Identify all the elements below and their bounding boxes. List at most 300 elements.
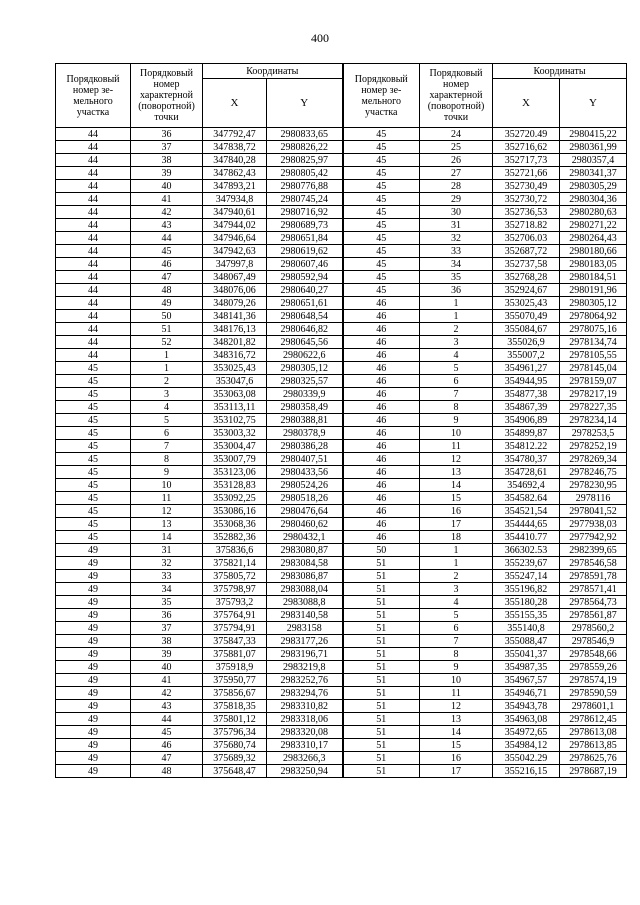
cell-point-number: 42 [131,206,203,219]
cell-point-number: 7 [131,440,203,453]
cell-point-number: 3 [131,388,203,401]
cell-x-right: 352720.49 [493,128,560,141]
cell-plot-number-right: 51 [343,700,420,713]
cell-x: 353025,43 [203,362,267,375]
cell-plot-number: 45 [56,401,131,414]
table-row [56,713,627,726]
cell-y: 2983318,06 [267,713,343,726]
cell-plot-number-right: 45 [343,271,420,284]
cell-x: 375856,67 [203,687,267,700]
cell-plot-number-right: 45 [343,180,420,193]
cell-x: 347997,8 [203,258,267,271]
cell-y: 2983219,8 [267,661,343,674]
cell-y: 2983080,87 [267,544,343,557]
cell-x: 375847,33 [203,635,267,648]
cell-x: 347944,02 [203,219,267,232]
cell-plot-number-right: 51 [343,635,420,648]
cell-x: 375680,74 [203,739,267,752]
table-row [56,518,627,531]
cell-plot-number: 44 [56,297,131,310]
cell-y: 2983140,58 [267,609,343,622]
cell-point-number-right: 4 [420,596,493,609]
cell-point-number: 41 [131,193,203,206]
cell-point-number-right: 13 [420,466,493,479]
cell-point-number-right: 10 [420,674,493,687]
cell-y-right: 2978134,74 [560,336,627,349]
table-row [56,362,627,375]
cell-point-number: 40 [131,661,203,674]
cell-plot-number-right: 51 [343,765,420,778]
cell-plot-number-right: 51 [343,674,420,687]
cell-plot-number: 49 [56,726,131,739]
cell-y-right: 2980304,36 [560,193,627,206]
cell-x-right: 354692,4 [493,479,560,492]
cell-x-right: 354967,57 [493,674,560,687]
cell-y: 2983252,76 [267,674,343,687]
cell-plot-number: 44 [56,193,131,206]
cell-x-right: 354961,27 [493,362,560,375]
table-row [56,674,627,687]
cell-x-right: 354877,38 [493,388,560,401]
cell-y: 2983310,17 [267,739,343,752]
cell-y: 2983250,94 [267,765,343,778]
table-body [56,128,627,778]
cell-point-number: 44 [131,232,203,245]
cell-plot-number-right: 46 [343,375,420,388]
cell-plot-number-right: 45 [343,219,420,232]
cell-plot-number: 44 [56,141,131,154]
cell-y: 2980776,88 [267,180,343,193]
cell-y-right: 2980305,12 [560,297,627,310]
cell-y: 2980805,42 [267,167,343,180]
cell-point-number: 6 [131,427,203,440]
cell-plot-number-right: 46 [343,414,420,427]
cell-x: 348201,82 [203,336,267,349]
cell-point-number-right: 7 [420,635,493,648]
cell-y: 2983177,26 [267,635,343,648]
cell-plot-number: 49 [56,622,131,635]
cell-x-right: 354812.22 [493,440,560,453]
table-row [56,531,627,544]
table-row [56,271,627,284]
cell-point-number-right: 16 [420,752,493,765]
cell-x: 348176,13 [203,323,267,336]
cell-y: 2980305,12 [267,362,343,375]
cell-y: 2983086,87 [267,570,343,583]
cell-point-number: 51 [131,323,203,336]
cell-y: 2980745,24 [267,193,343,206]
cell-x: 375648,47 [203,765,267,778]
table-row [56,388,627,401]
cell-y-right: 2978217,19 [560,388,627,401]
cell-y: 2980460,62 [267,518,343,531]
table-row [56,258,627,271]
cell-x: 375836,6 [203,544,267,557]
cell-point-number: 11 [131,492,203,505]
cell-x: 353086,16 [203,505,267,518]
cell-x-right: 352768,28 [493,271,560,284]
cell-x: 353003,32 [203,427,267,440]
cell-y-right: 2978230,95 [560,479,627,492]
cell-point-number-right: 27 [420,167,493,180]
cell-y: 2983158 [267,622,343,635]
cell-plot-number: 49 [56,596,131,609]
cell-y-right: 2978590,59 [560,687,627,700]
cell-plot-number: 44 [56,258,131,271]
cell-x: 375764,91 [203,609,267,622]
cell-y: 2980619,62 [267,245,343,258]
cell-y: 2980358,49 [267,401,343,414]
cell-y: 2980388,81 [267,414,343,427]
cell-x: 375950,77 [203,674,267,687]
cell-x: 347862,43 [203,167,267,180]
cell-y-right: 2978159,07 [560,375,627,388]
cell-x-right: 352730,72 [493,193,560,206]
cell-point-number-right: 2 [420,570,493,583]
cell-plot-number-right: 46 [343,453,420,466]
table-row [56,583,627,596]
cell-point-number-right: 9 [420,414,493,427]
cell-x-right: 354944,95 [493,375,560,388]
cell-point-number-right: 36 [420,284,493,297]
cell-y-right: 2980357,4 [560,154,627,167]
cell-x: 347893,21 [203,180,267,193]
table-row [56,466,627,479]
cell-point-number: 44 [131,713,203,726]
cell-y-right: 2978564,73 [560,596,627,609]
cell-y: 2983310,82 [267,700,343,713]
cell-point-number-right: 32 [420,232,493,245]
cell-point-number: 4 [131,401,203,414]
cell-plot-number: 45 [56,440,131,453]
cell-point-number-right: 7 [420,388,493,401]
cell-plot-number-right: 46 [343,349,420,362]
cell-x: 347792,47 [203,128,267,141]
cell-x: 347942,63 [203,245,267,258]
cell-x: 353004,47 [203,440,267,453]
cell-plot-number: 45 [56,479,131,492]
cell-y: 2983266,3 [267,752,343,765]
cell-x-right: 354987,35 [493,661,560,674]
cell-plot-number-right: 45 [343,206,420,219]
table-header [56,64,627,128]
cell-x: 353068,36 [203,518,267,531]
cell-x-right: 354780,37 [493,453,560,466]
table-row [56,154,627,167]
cell-plot-number: 45 [56,518,131,531]
cell-x: 348079,26 [203,297,267,310]
cell-x: 353092,25 [203,492,267,505]
cell-plot-number-right: 46 [343,362,420,375]
cell-point-number: 37 [131,622,203,635]
cell-x: 352882,36 [203,531,267,544]
cell-plot-number-right: 46 [343,466,420,479]
cell-x-right: 355216,15 [493,765,560,778]
cell-point-number: 49 [131,297,203,310]
cell-x: 353063,08 [203,388,267,401]
cell-y-right: 2978252,19 [560,440,627,453]
cell-point-number: 46 [131,258,203,271]
cell-point-number-right: 15 [420,739,493,752]
cell-point-number-right: 31 [420,219,493,232]
cell-x-right: 352736,53 [493,206,560,219]
cell-plot-number-right: 45 [343,128,420,141]
cell-x: 348141,36 [203,310,267,323]
table-row [56,440,627,453]
cell-y: 2980645,56 [267,336,343,349]
cell-x-right: 355026,9 [493,336,560,349]
cell-y: 2983088,04 [267,583,343,596]
cell-x-right: 352717,73 [493,154,560,167]
cell-x-right: 366302.53 [493,544,560,557]
cell-y: 2980407,51 [267,453,343,466]
cell-y: 2980825,97 [267,154,343,167]
cell-point-number-right: 6 [420,375,493,388]
cell-y: 2980607,46 [267,258,343,271]
cell-x: 353123,06 [203,466,267,479]
cell-x-right: 355070,49 [493,310,560,323]
cell-point-number: 34 [131,583,203,596]
cell-x-right: 353025,43 [493,297,560,310]
cell-y-right: 2978560,2 [560,622,627,635]
table-row [56,180,627,193]
table-row [56,141,627,154]
cell-x-right: 354444,65 [493,518,560,531]
cell-plot-number-right: 45 [343,284,420,297]
cell-plot-number: 49 [56,661,131,674]
cell-y: 2980651,84 [267,232,343,245]
cell-point-number: 45 [131,726,203,739]
cell-point-number-right: 12 [420,453,493,466]
cell-y-right: 2980341,37 [560,167,627,180]
table-row [56,570,627,583]
table-row [56,297,627,310]
cell-x-right: 355155,35 [493,609,560,622]
cell-plot-number: 49 [56,635,131,648]
cell-point-number-right: 18 [420,531,493,544]
cell-plot-number-right: 51 [343,622,420,635]
cell-y: 2983084,58 [267,557,343,570]
cell-plot-number-right: 51 [343,661,420,674]
table-row [56,284,627,297]
cell-y-right: 2978559,26 [560,661,627,674]
cell-plot-number-right: 51 [343,687,420,700]
cell-y: 2980651,61 [267,297,343,310]
cell-y-right: 2978591,78 [560,570,627,583]
cell-point-number: 35 [131,596,203,609]
cell-plot-number: 49 [56,739,131,752]
cell-point-number-right: 11 [420,440,493,453]
cell-point-number-right: 17 [420,765,493,778]
cell-plot-number: 44 [56,349,131,362]
header-point-number-right: Порядковый номер характерной (поворотной) точки [420,64,493,128]
cell-point-number: 8 [131,453,203,466]
cell-y-right: 2978041,52 [560,505,627,518]
cell-plot-number: 45 [56,427,131,440]
cell-plot-number-right: 45 [343,167,420,180]
cell-point-number: 45 [131,245,203,258]
cell-point-number-right: 6 [420,622,493,635]
header-plot-number-right: Порядковый номер зе-мельного участка [343,64,420,128]
cell-y-right: 2980415,22 [560,128,627,141]
cell-point-number-right: 1 [420,310,493,323]
cell-y-right: 2978613,85 [560,739,627,752]
cell-plot-number: 44 [56,167,131,180]
cell-y-right: 2978546,58 [560,557,627,570]
cell-y-right: 2978571,41 [560,583,627,596]
cell-point-number: 46 [131,739,203,752]
cell-y-right: 2978625,76 [560,752,627,765]
cell-y-right: 2978574,19 [560,674,627,687]
cell-x-right: 352924,67 [493,284,560,297]
cell-x-right: 352730,49 [493,180,560,193]
cell-x-right: 355041,37 [493,648,560,661]
cell-y-right: 2980264,43 [560,232,627,245]
cell-y-right: 2977942,92 [560,531,627,544]
cell-x-right: 354521,54 [493,505,560,518]
cell-y: 2980648,54 [267,310,343,323]
table-row [56,661,627,674]
cell-plot-number: 49 [56,648,131,661]
cell-x: 353128,83 [203,479,267,492]
header-coordinates-right: Координаты [493,64,627,79]
cell-x: 375821,14 [203,557,267,570]
cell-plot-number: 49 [56,557,131,570]
cell-plot-number-right: 45 [343,193,420,206]
cell-x-right: 352687,72 [493,245,560,258]
cell-plot-number-right: 51 [343,570,420,583]
table-row [56,752,627,765]
cell-point-number: 32 [131,557,203,570]
cell-point-number: 43 [131,700,203,713]
cell-point-number-right: 34 [420,258,493,271]
cell-x-right: 354867,39 [493,401,560,414]
cell-plot-number-right: 45 [343,258,420,271]
cell-plot-number-right: 51 [343,713,420,726]
cell-x: 353007,79 [203,453,267,466]
cell-plot-number: 49 [56,583,131,596]
cell-x: 375881,07 [203,648,267,661]
cell-x-right: 352721,66 [493,167,560,180]
cell-x: 347940,61 [203,206,267,219]
cell-point-number-right: 9 [420,661,493,674]
cell-point-number-right: 28 [420,180,493,193]
cell-plot-number-right: 45 [343,245,420,258]
cell-point-number: 36 [131,128,203,141]
cell-y-right: 2978075,16 [560,323,627,336]
cell-plot-number: 44 [56,232,131,245]
cell-point-number: 31 [131,544,203,557]
cell-point-number: 9 [131,466,203,479]
cell-x-right: 355247,14 [493,570,560,583]
cell-point-number: 39 [131,648,203,661]
cell-plot-number: 44 [56,206,131,219]
cell-y: 2983320,08 [267,726,343,739]
table-row [56,596,627,609]
cell-point-number: 48 [131,284,203,297]
cell-y-right: 2980191,96 [560,284,627,297]
cell-point-number-right: 8 [420,401,493,414]
cell-plot-number-right: 46 [343,492,420,505]
cell-x: 375801,12 [203,713,267,726]
cell-x: 353113,11 [203,401,267,414]
cell-point-number: 1 [131,349,203,362]
cell-y-right: 2978105,55 [560,349,627,362]
cell-point-number: 36 [131,609,203,622]
cell-point-number: 50 [131,310,203,323]
cell-plot-number: 45 [56,492,131,505]
cell-point-number: 14 [131,531,203,544]
table-row [56,479,627,492]
cell-y-right: 2978227,35 [560,401,627,414]
cell-x-right: 354410.77 [493,531,560,544]
header-x-right: X [493,79,560,128]
cell-plot-number: 44 [56,323,131,336]
cell-plot-number-right: 46 [343,336,420,349]
table-row [56,128,627,141]
cell-y: 2980622,6 [267,349,343,362]
cell-y: 2980432,1 [267,531,343,544]
table-row [56,310,627,323]
cell-plot-number-right: 51 [343,726,420,739]
cell-x: 347946,64 [203,232,267,245]
header-y-right: Y [560,79,627,128]
cell-point-number-right: 1 [420,544,493,557]
cell-plot-number-right: 45 [343,141,420,154]
cell-plot-number: 49 [56,765,131,778]
table-row [56,349,627,362]
header-coordinates: Координаты [203,64,343,79]
cell-y-right: 2978548,66 [560,648,627,661]
cell-x: 348076,06 [203,284,267,297]
cell-point-number: 42 [131,687,203,700]
table-row [56,765,627,778]
cell-plot-number: 44 [56,128,131,141]
cell-point-number: 37 [131,141,203,154]
cell-y: 2980524,26 [267,479,343,492]
cell-point-number-right: 33 [420,245,493,258]
cell-y: 2980518,26 [267,492,343,505]
cell-plot-number: 45 [56,362,131,375]
header-y: Y [267,79,343,128]
cell-point-number: 38 [131,635,203,648]
cell-x-right: 354984,12 [493,739,560,752]
cell-point-number: 48 [131,765,203,778]
cell-y: 2983294,76 [267,687,343,700]
cell-y-right: 2978145,04 [560,362,627,375]
cell-plot-number-right: 46 [343,531,420,544]
cell-y: 2983088,8 [267,596,343,609]
cell-plot-number-right: 46 [343,427,420,440]
cell-point-number-right: 3 [420,336,493,349]
cell-x-right: 354582.64 [493,492,560,505]
table-row [56,232,627,245]
cell-point-number-right: 11 [420,687,493,700]
cell-x-right: 354906,89 [493,414,560,427]
cell-x: 375793,2 [203,596,267,609]
table-row [56,726,627,739]
cell-plot-number-right: 51 [343,752,420,765]
header-plot-number: Порядковый номер зе-мельного участка [56,64,131,128]
cell-plot-number-right: 46 [343,310,420,323]
cell-y: 2980339,9 [267,388,343,401]
cell-plot-number-right: 51 [343,648,420,661]
table-row [56,609,627,622]
header-x: X [203,79,267,128]
table-row [56,427,627,440]
cell-y: 2980826,22 [267,141,343,154]
table-row [56,453,627,466]
